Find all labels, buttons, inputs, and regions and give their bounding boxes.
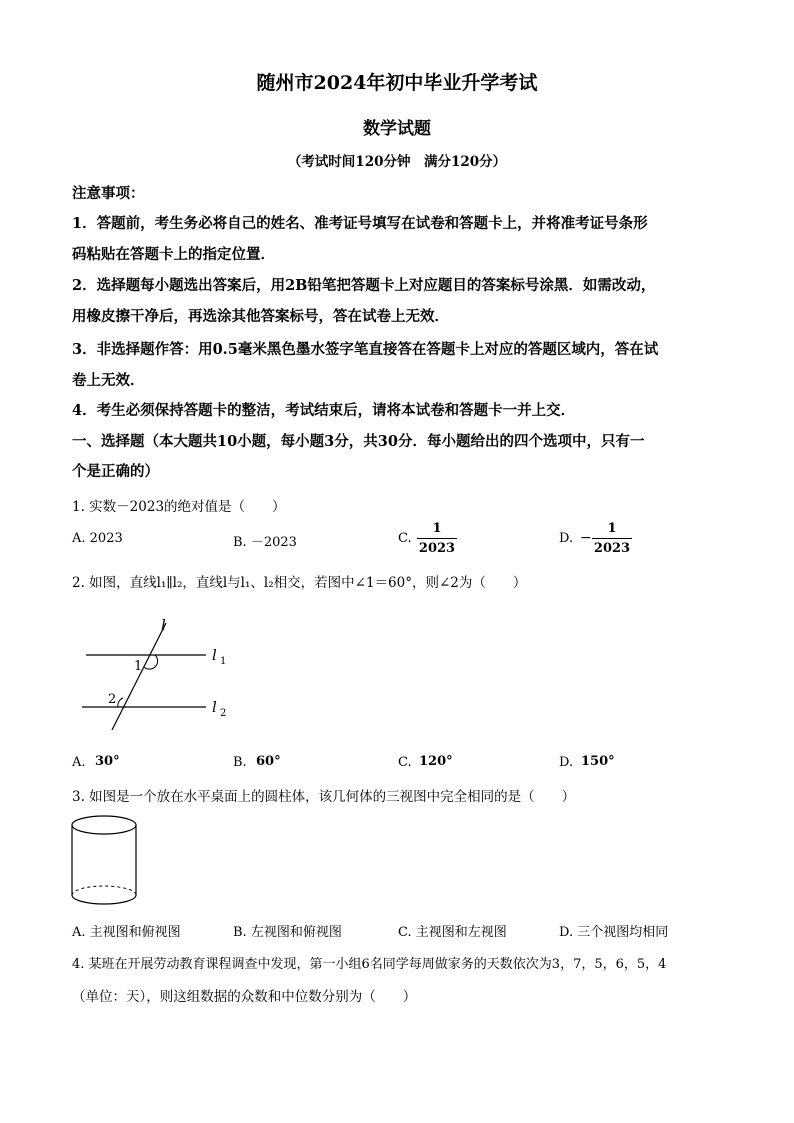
question-2-option-c-label: C.: [398, 755, 412, 770]
question-3-option-b: B. 左视图和俯视图: [233, 925, 342, 940]
angle-2-label: 2: [108, 692, 117, 707]
notice-heading: 注意事项：: [72, 185, 145, 202]
exam-info: （考试时间120分钟 满分120分）: [287, 154, 507, 170]
question-3-stem: 3. 如图是一个放在水平桌面上的圆柱体，该几何体的三视图中完全相同的是（ ）: [72, 789, 576, 805]
question-1-option-c-label: C.: [398, 531, 412, 546]
fraction-numerator: 1: [432, 521, 442, 536]
cylinder-top-ellipse: [72, 816, 136, 834]
fraction-bar: [592, 538, 632, 539]
fraction-numerator: 1: [607, 521, 617, 536]
label-l1: l: [212, 646, 217, 664]
question-1-option-b: B. －2023: [233, 535, 297, 550]
cylinder-bottom-front-arc: [72, 895, 136, 904]
question-2-option-a-value: 30°: [95, 754, 120, 769]
question-2-option-c-value: 120°: [419, 754, 453, 769]
question-1-option-d-sign: −: [580, 530, 592, 546]
fraction-denominator: 2023: [593, 541, 631, 556]
fraction-denominator: 2023: [418, 541, 456, 556]
notice-item-1-line-2: 码粘贴在答题卡上的指定位置．: [72, 246, 275, 263]
parallel-lines-figure: [70, 612, 240, 730]
question-3-option-d: D. 三个视图均相同: [559, 925, 669, 940]
exam-subtitle: 数学试题: [363, 119, 431, 139]
notice-item-4-line-1: 4．考生必须保持答题卡的整洁，考试结束后，请将本试卷和答题卡一并上交．: [72, 402, 576, 419]
fraction-bar: [417, 538, 457, 539]
section-1-heading-line-2: 个是正确的）: [72, 463, 159, 480]
question-1-option-c-fraction: [417, 521, 457, 557]
question-4-stem-line-1: 4. 某班在开展劳动教育课程调查中发现，第一小组6名同学每周做家务的天数依次为3，7，5，6，5，4: [72, 957, 667, 972]
notice-item-2-line-2: 用橡皮擦干净后，再选涂其他答案标号，答在试卷上无效．: [72, 308, 449, 325]
question-2-option-d-value: 150°: [581, 754, 615, 769]
label-l: l: [161, 616, 166, 634]
question-2-option-a-label: A.: [72, 755, 86, 770]
label-l2: l: [212, 698, 217, 716]
angle-1-label: 1: [134, 659, 143, 674]
cylinder-figure: [68, 812, 144, 906]
section-1-heading-line-1: 一、选择题（本大题共10小题，每小题3分，共30分．每小题给出的四个选项中，只有一: [72, 433, 645, 450]
question-2-option-d-label: D.: [559, 755, 574, 770]
cylinder-bottom-hidden-arc: [72, 886, 136, 895]
question-1-option-d-label: D.: [559, 531, 574, 546]
question-3-option-a: A. 主视图和俯视图: [72, 925, 181, 940]
exam-title: 随州市2024年初中毕业升学考试: [256, 72, 538, 94]
notice-item-2-line-1: 2．选择题每小题选出答案后，用2B铅笔把答题卡上对应题目的答案标号涂黑．如需改动，: [72, 277, 656, 294]
question-4-stem-line-2: （单位：天），则这组数据的众数和中位数分别为（ ）: [72, 989, 417, 1005]
notice-item-3-line-2: 卷上无效．: [72, 372, 145, 389]
question-1-stem: 1. 实数－2023的绝对值是（ ）: [72, 499, 286, 515]
notice-item-3-line-1: 3．非选择题作答：用0.5毫米黑色墨水签字笔直接答在答题卡上对应的答题区域内，答在试: [72, 341, 659, 358]
question-2-option-b-label: B.: [233, 755, 247, 770]
label-l2-subscript: 2: [220, 708, 227, 719]
line-l: [112, 623, 166, 730]
question-1-option-d-fraction: [592, 521, 632, 557]
angle-2-arc: [118, 698, 123, 707]
question-2-stem: 2. 如图，直线l₁∥l₂，直线l与l₁、l₂相交，若图中∠1＝60°，则∠2为（ ）: [72, 575, 527, 591]
question-3-option-c: C. 主视图和左视图: [398, 925, 507, 940]
question-2-option-b-value: 60°: [256, 754, 281, 769]
notice-item-1-line-1: 1．答题前，考生务必将自己的姓名、准考证号填写在试卷和答题卡上，并将准考证号条形: [72, 215, 648, 232]
question-1-option-a: A. 2023: [72, 531, 123, 546]
label-l1-subscript: 1: [220, 656, 227, 667]
